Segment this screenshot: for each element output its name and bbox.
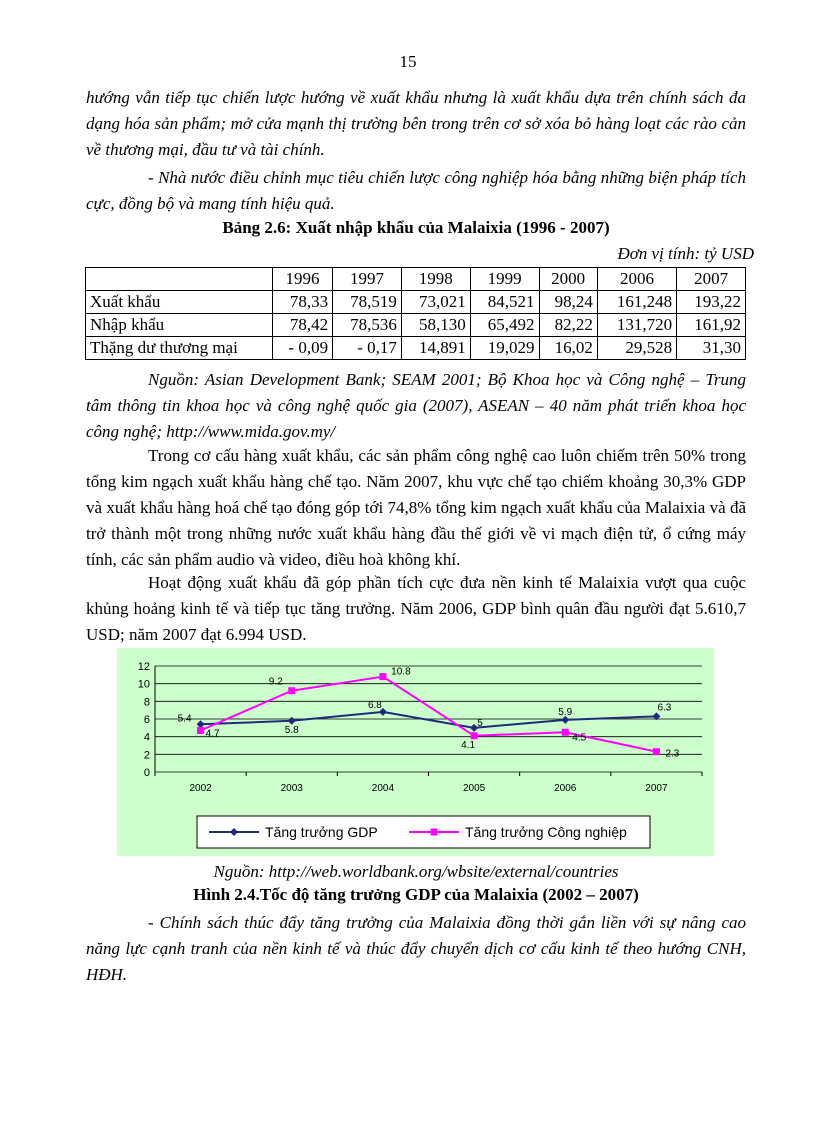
data-label: 10.8 <box>391 666 411 678</box>
year-header: 1996 <box>273 268 333 291</box>
row-label: Thặng dư thương mại <box>86 337 273 360</box>
gdp-growth-chart <box>117 648 714 856</box>
data-label: 5.9 <box>558 706 573 718</box>
x-tick-label: 2005 <box>462 783 486 794</box>
table-row-exports <box>86 291 746 314</box>
x-tick-label: 2003 <box>280 783 303 794</box>
year-header: 1999 <box>470 268 539 291</box>
y-tick-label: 10 <box>137 678 150 691</box>
table-cell: 65,492 <box>470 314 539 337</box>
row-label: Xuất khẩu <box>86 291 273 314</box>
table-cell: 73,021 <box>401 291 470 314</box>
series-line <box>201 712 657 728</box>
year-header: 2000 <box>539 268 597 291</box>
row-label: Nhập khẩu <box>86 314 273 337</box>
page-number: 15 <box>399 52 417 71</box>
data-label: 6.8 <box>367 699 382 711</box>
data-label: 2.3 <box>665 748 680 760</box>
table-cell: 16,02 <box>539 337 597 360</box>
table-row-trade-surplus <box>86 337 746 360</box>
x-tick-label: 2007 <box>645 783 668 794</box>
year-header: 2007 <box>677 268 746 291</box>
y-tick-label: 2 <box>143 749 150 762</box>
year-header: 1997 <box>333 268 402 291</box>
trade-table <box>85 267 746 360</box>
table-cell: 98,24 <box>539 291 597 314</box>
exports-paragraph: Trong cơ cấu hàng xuất khẩu, các sản phẩm công nghệ cao luôn chiếm trên 50% trong tổng kim ngạch xuất khẩu hàng chế tạo. Năm 2007, khu vực chế tạo chiếm khoảng 30,3% GDP và xuất khẩu hàng hoá chế tạo đóng góp tới 74,8% tổng kim ngạch xuất khẩu của Malaixia và đã trở thành một trong những nước xuất khẩu hàng đầu thế giới về vi mạch điện tử, ổ cứng máy tính, các sản phẩm audio và video, điều hoà không khí. <box>86 446 746 569</box>
table-cell: - 0,09 <box>273 337 333 360</box>
data-point <box>471 732 478 739</box>
chart-canvas <box>117 648 714 856</box>
table-row-imports <box>86 314 746 337</box>
table-cell: - 0,17 <box>333 337 402 360</box>
table-cell: 14,891 <box>401 337 470 360</box>
year-header: 2006 <box>597 268 676 291</box>
table-unit: Đơn vị tính: tỷ USD <box>617 244 754 263</box>
y-tick-label: 12 <box>137 661 150 673</box>
x-tick-label: 2004 <box>371 783 395 794</box>
data-point <box>288 687 295 694</box>
table-cell: 58,130 <box>401 314 470 337</box>
series-line <box>201 677 657 752</box>
table-cell: 82,22 <box>539 314 597 337</box>
table-corner-cell <box>86 268 273 291</box>
data-point <box>653 748 660 755</box>
legend-label-gdp: Tăng trưởng GDP <box>265 824 378 840</box>
table-cell: 161,248 <box>597 291 676 314</box>
data-label: 5 <box>477 717 483 729</box>
table-cell: 193,22 <box>677 291 746 314</box>
data-label: 4.7 <box>205 728 220 740</box>
x-tick-label: 2006 <box>554 783 577 794</box>
data-point <box>562 729 569 736</box>
closing-paragraph: - Chính sách thúc đẩy tăng trưởng của Malaixia đồng thời gắn liền với sự nâng cao năng lực cạnh tranh của nền kinh tế và thúc đẩy chuyển dịch cơ cấu kinh tế theo hướng CNH, HĐH. <box>86 913 746 984</box>
data-label: 9.2 <box>268 676 283 688</box>
table-cell: 84,521 <box>470 291 539 314</box>
table-cell: 78,33 <box>273 291 333 314</box>
intro-paragraph: hướng vẫn tiếp tục chiến lược hướng về xuất khẩu nhưng là xuất khẩu dựa trên chính sách đa dạng hóa sản phẩm; mở cửa mạnh thị trường bên trong trên cơ sở xóa bỏ hàng loạt các rào cản về thương mại, đầu tư và tài chính. <box>86 88 746 159</box>
y-tick-label: 8 <box>143 696 150 709</box>
y-tick-label: 6 <box>143 714 150 726</box>
data-label: 5.4 <box>177 713 192 725</box>
year-header: 1998 <box>401 268 470 291</box>
data-label: 5.8 <box>284 724 299 736</box>
table-cell: 31,30 <box>677 337 746 360</box>
table-cell: 78,536 <box>333 314 402 337</box>
table-cell: 78,519 <box>333 291 402 314</box>
y-tick-label: 0 <box>143 767 150 779</box>
table-cell: 29,528 <box>597 337 676 360</box>
legend-marker-industry <box>431 829 438 836</box>
table-cell: 161,92 <box>677 314 746 337</box>
chart-source: Nguồn: http://web.worldbank.org/wbsite/external/countries <box>213 862 619 881</box>
table-header-row <box>86 268 746 291</box>
data-point <box>197 727 204 734</box>
table-cell: 78,42 <box>273 314 333 337</box>
data-label: 4.5 <box>572 732 587 744</box>
data-label: 6.3 <box>657 702 672 714</box>
data-label: 4.1 <box>461 739 476 751</box>
table-caption: Bảng 2.6: Xuất nhập khẩu của Malaixia (1996 - 2007) <box>222 218 610 237</box>
figure-caption: Hình 2.4.Tốc độ tăng trưởng GDP của Malaixia (2002 – 2007) <box>193 885 639 904</box>
data-point <box>379 673 386 680</box>
data-point <box>288 717 296 725</box>
table-cell: 131,720 <box>597 314 676 337</box>
industrialization-bullet: - Nhà nước điều chỉnh mục tiêu chiến lược công nghiệp hóa bằng những biện pháp tích cực, đồng bộ và mang tính hiệu quả. <box>86 168 746 213</box>
y-tick-label: 4 <box>143 731 150 744</box>
growth-paragraph: Hoạt động xuất khẩu đã góp phần tích cực đưa nền kinh tế Malaixia vượt qua cuộc khủng hoảng kinh tế và tiếp tục tăng trưởng. Năm 2006, GDP bình quân đầu người đạt 5.610,7 USD; năm 2007 đạt 6.994 USD. <box>86 573 746 644</box>
x-tick-label: 2002 <box>189 783 212 794</box>
table-source: Nguồn: Asian Development Bank; SEAM 2001; Bộ Khoa học và Công nghệ – Trung tâm thông tin khoa học và công nghệ quốc gia (2007), ASEAN – 40 năm phát triển khoa học công nghệ; http://www.mida.gov.my/ <box>86 370 746 441</box>
legend-label-industry: Tăng trưởng Công nghiệp <box>465 824 627 840</box>
table-cell: 19,029 <box>470 337 539 360</box>
